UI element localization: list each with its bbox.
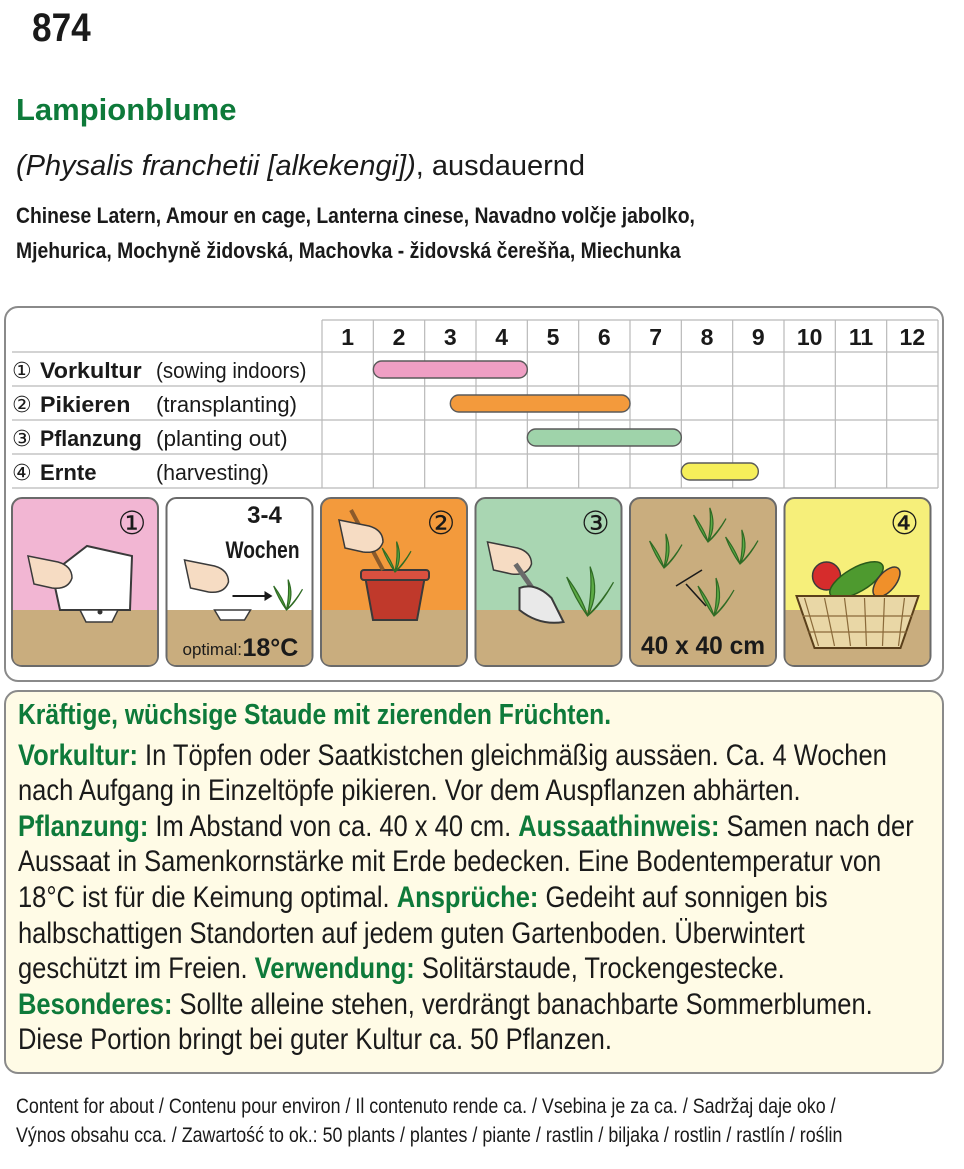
month-label: 6 bbox=[597, 324, 611, 350]
footer-content bbox=[16, 1092, 917, 1150]
temperature-value: 18°C bbox=[242, 634, 299, 662]
vorkultur-text: In Töpfen oder Saatkistchen gleichmäßig aussäen. Ca. 4 Wochen nach Aufgang in Einzeltöpfe pikieren. Vor dem Auspflanzen abhärten. bbox=[18, 738, 887, 808]
month-label: 5 bbox=[546, 324, 560, 350]
row-sublabel: (planting out) bbox=[156, 426, 288, 451]
basket bbox=[797, 596, 919, 648]
latin-name: (Physalis franchetii [alkekengi]) bbox=[16, 150, 416, 182]
step-panel bbox=[12, 498, 158, 666]
besonderes-label: Besonderes: bbox=[18, 987, 173, 1021]
row-sublabel: (sowing indoors) bbox=[156, 358, 307, 383]
ansprueche-label: Ansprüche: bbox=[396, 880, 539, 914]
aussaat-label: Aussaathinweis: bbox=[518, 809, 720, 843]
row-sublabel: (transplanting) bbox=[156, 392, 297, 417]
info-box bbox=[4, 690, 944, 1074]
period-bar bbox=[527, 429, 681, 446]
row-number: ③ bbox=[12, 427, 32, 452]
info-paragraph-2 bbox=[18, 809, 919, 987]
row-number: ① bbox=[12, 359, 32, 384]
period-bar bbox=[681, 463, 758, 480]
row-number: ② bbox=[12, 393, 32, 418]
headline: Kräftige, wüchsige Staude mit zierenden Früchten. bbox=[18, 699, 612, 731]
panel-step-number: ④ bbox=[890, 504, 919, 542]
info-paragraph-3 bbox=[18, 987, 919, 1058]
month-label: 11 bbox=[848, 324, 874, 350]
seed-tray bbox=[215, 610, 251, 620]
month-label: 3 bbox=[443, 324, 457, 350]
seed-dot bbox=[98, 610, 103, 615]
spacing-value: 40 x 40 cm bbox=[641, 632, 765, 660]
weeks-label: Wochen bbox=[225, 537, 300, 564]
month-label: 8 bbox=[700, 324, 714, 350]
verwendung-label: Verwendung: bbox=[254, 952, 415, 986]
weeks-value: 3-4 bbox=[247, 502, 282, 529]
panel-step-number: ① bbox=[117, 504, 147, 542]
aussaat-text: Samen nach der Aussaat in Samenkornstärke mit Erde bedecken. Eine Bodentemperatur von 18°C ist für die Keimung optimal. bbox=[18, 809, 914, 914]
besonderes-text: Sollte alleine stehen, verdrängt banachbarte Sommerblumen. Diese Portion bringt bei guter Kultur ca. 50 Pflanzen. bbox=[18, 987, 873, 1057]
common-names-line-2: Mjehurica, Mochyně židovská, Machovka - židovská čerešňa, Miechunka bbox=[16, 238, 681, 263]
month-label: 1 bbox=[341, 324, 355, 350]
period-bar bbox=[373, 361, 527, 378]
verwendung-text: Solitärstaude, Trockengestecke. bbox=[414, 952, 785, 986]
pflanzung-label: Pflanzung: bbox=[18, 809, 149, 843]
month-label: 2 bbox=[392, 324, 406, 350]
product-title: Lampionblume bbox=[16, 92, 237, 127]
latin-suffix: , ausdauernd bbox=[415, 150, 586, 182]
row-label: Vorkultur bbox=[40, 358, 143, 383]
row-label: Pikieren bbox=[40, 392, 131, 417]
row-number: ④ bbox=[12, 461, 32, 486]
step-panel bbox=[167, 498, 313, 666]
row-sublabel: (harvesting) bbox=[156, 460, 269, 485]
month-label: 7 bbox=[649, 324, 663, 350]
ansprueche-text: Gedeiht auf sonnigen bis halbschattigen Standorten auf jedem guten Gartenboden. Überwintert geschützt im Freien. bbox=[18, 880, 828, 986]
footer-line-1: Content for about / Contenu pour environ / Il contenuto rende ca. / Vsebina je za ca. / Sadržaj daje oko / bbox=[16, 1095, 836, 1118]
month-label: 4 bbox=[495, 324, 509, 350]
pflanzung-text: Im Abstand von ca. 40 x 40 cm. bbox=[148, 809, 519, 843]
vorkultur-label: Vorkultur: bbox=[18, 738, 138, 772]
footer-line-2: Výnos obsahu cca. / Zawartość to ok.: 50 plants / plantes / piante / rastlin / biljaka / rostlin / rastlín / roślin bbox=[16, 1124, 843, 1147]
info-paragraph-1 bbox=[18, 738, 919, 809]
panel-step-number: ② bbox=[426, 504, 456, 542]
period-bar bbox=[450, 395, 630, 412]
product-number: 874 bbox=[32, 6, 91, 50]
month-label: 9 bbox=[751, 324, 765, 350]
panel-step-number: ③ bbox=[581, 504, 610, 542]
optimal-label: optimal: bbox=[182, 640, 243, 659]
step-panel bbox=[476, 498, 622, 666]
step-panel bbox=[785, 498, 931, 666]
common-names-line-1: Chinese Latern, Amour en cage, Lanterna cinese, Navadno volčje jabolko, bbox=[16, 203, 695, 228]
step-panel bbox=[630, 498, 776, 666]
flower-pot bbox=[365, 576, 425, 620]
month-label: 12 bbox=[899, 324, 926, 350]
row-label: Ernte bbox=[40, 460, 97, 485]
row-label: Pflanzung bbox=[40, 426, 142, 451]
month-label: 10 bbox=[796, 324, 823, 350]
step-panel bbox=[321, 498, 467, 666]
